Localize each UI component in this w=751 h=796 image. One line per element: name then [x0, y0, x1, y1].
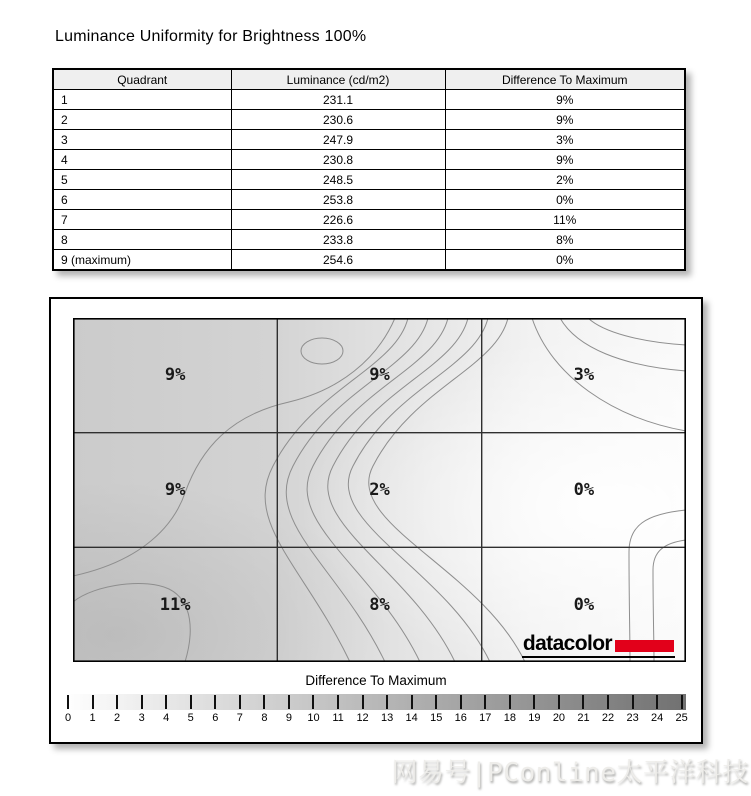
- table-row: [53, 210, 685, 230]
- map-cell-label: 0%: [573, 479, 595, 500]
- luminance-cell: 231.1: [231, 90, 445, 110]
- difference-cell: 0%: [445, 250, 685, 271]
- tick-mark: [533, 695, 535, 709]
- quadrant-cell: 2: [53, 110, 231, 130]
- tick-label: 17: [479, 712, 492, 724]
- quadrant-cell: 6: [53, 190, 231, 210]
- tick-mark: [165, 695, 167, 709]
- quadrant-cell: 3: [53, 130, 231, 150]
- tick-mark: [67, 695, 69, 709]
- tick-label: 14: [405, 712, 418, 724]
- datacolor-logo-text: datacolor: [522, 632, 612, 655]
- tick-mark: [214, 695, 216, 709]
- luminance-cell: 230.6: [231, 110, 445, 130]
- tick-label: 5: [187, 712, 194, 724]
- tick-label: 11: [332, 712, 344, 724]
- tick-mark: [656, 695, 658, 709]
- luminance-cell: 247.9: [231, 130, 445, 150]
- tick-mark: [312, 695, 314, 709]
- tick-mark: [681, 695, 683, 709]
- tick-label: 2: [114, 712, 121, 724]
- header-luminance: Luminance (cd/m2): [231, 69, 445, 90]
- tick-label: 10: [307, 712, 320, 724]
- table-row: [53, 170, 685, 190]
- tick-mark: [632, 695, 634, 709]
- difference-cell: 9%: [445, 90, 685, 110]
- difference-cell: 9%: [445, 150, 685, 170]
- table-row: [53, 250, 685, 271]
- tick-mark: [484, 695, 486, 709]
- tick-label: 25: [675, 712, 688, 724]
- tick-label: 16: [454, 712, 467, 724]
- tick-mark: [116, 695, 118, 709]
- tick-mark: [362, 695, 364, 709]
- contour-plot: [73, 318, 686, 662]
- tick-label: 23: [626, 712, 639, 724]
- map-cell-label: 11%: [159, 594, 191, 615]
- difference-cell: 8%: [445, 230, 685, 250]
- tick-mark: [337, 695, 339, 709]
- header-quadrant: Quadrant: [53, 69, 231, 90]
- table-row: [53, 230, 685, 250]
- map-cell-label: 2%: [369, 479, 390, 500]
- table-header-row: [53, 69, 685, 90]
- luminance-cell: 253.8: [231, 190, 445, 210]
- tick-label: 20: [552, 712, 566, 724]
- tick-mark: [239, 695, 241, 709]
- tick-label: 9: [285, 712, 292, 724]
- difference-cell: 11%: [445, 210, 685, 230]
- legend-title: Difference To Maximum: [305, 673, 447, 688]
- tick-label: 1: [89, 712, 96, 724]
- tick-label: 6: [212, 712, 219, 724]
- tick-label: 12: [356, 712, 369, 724]
- tick-label: 0: [64, 712, 72, 724]
- tick-mark: [509, 695, 511, 709]
- table-row: [53, 90, 685, 110]
- tick-label: 13: [380, 712, 394, 724]
- luminance-cell: 226.6: [231, 210, 445, 230]
- quadrant-cell: 8: [53, 230, 231, 250]
- tick-label: 4: [163, 712, 170, 724]
- map-cell-label: 9%: [164, 479, 186, 500]
- quadrant-cell: 7: [53, 210, 231, 230]
- tick-label: 24: [651, 712, 664, 724]
- difference-cell: 2%: [445, 170, 685, 190]
- tick-mark: [435, 695, 437, 709]
- datacolor-logo: [522, 633, 675, 658]
- page-title: Luminance Uniformity for Brightness 100%: [55, 28, 367, 45]
- luminance-cell: 233.8: [231, 230, 445, 250]
- quadrant-cell: 1: [53, 90, 231, 110]
- tick-label: 19: [528, 712, 541, 724]
- map-cell-label: 3%: [573, 365, 595, 386]
- tick-mark: [190, 695, 192, 709]
- difference-cell: 9%: [445, 110, 685, 130]
- tick-label: 7: [236, 712, 243, 724]
- tick-mark: [141, 695, 143, 709]
- tick-mark: [460, 695, 462, 709]
- tick-label: 21: [577, 712, 590, 724]
- tick-label: 15: [430, 712, 443, 724]
- header-difference: Difference To Maximum: [445, 69, 685, 90]
- quadrant-cell: 5: [53, 170, 231, 190]
- luminance-cell: 248.5: [231, 170, 445, 190]
- luminance-cell: 254.6: [231, 250, 445, 271]
- tick-mark: [92, 695, 94, 709]
- tick-label: 22: [601, 712, 615, 724]
- watermark-text: 网易号|PConline太平洋科技: [391, 758, 749, 788]
- contour-svg: [73, 318, 686, 662]
- map-cell-label: 9%: [369, 365, 390, 386]
- table-row: [53, 130, 685, 150]
- tick-mark: [411, 695, 413, 709]
- tick-mark: [263, 695, 265, 709]
- uniformity-map-panel: [49, 297, 703, 744]
- difference-cell: 0%: [445, 190, 685, 210]
- map-cell-label: 8%: [369, 594, 390, 615]
- tick-mark: [582, 695, 584, 709]
- legend-scale: [64, 694, 686, 730]
- map-cell-label: 0%: [573, 594, 595, 615]
- table-row: [53, 110, 685, 130]
- map-cell-label: 9%: [164, 365, 186, 386]
- table-row: [53, 190, 685, 210]
- tick-mark: [288, 695, 290, 709]
- table-body: [53, 90, 685, 271]
- tick-label: 3: [138, 712, 145, 724]
- tick-mark: [607, 695, 609, 709]
- quadrant-cell: 4: [53, 150, 231, 170]
- tick-mark: [386, 695, 388, 709]
- luminance-cell: 230.8: [231, 150, 445, 170]
- tick-label: 18: [503, 712, 516, 724]
- difference-cell: 3%: [445, 130, 685, 150]
- datacolor-logo-bar: [615, 640, 674, 652]
- tick-mark: [558, 695, 560, 709]
- legend-ticks: [64, 694, 686, 730]
- luminance-table: [52, 68, 686, 271]
- quadrant-cell: 9 (maximum): [53, 250, 231, 271]
- table-row: [53, 150, 685, 170]
- tick-label: 8: [261, 712, 268, 724]
